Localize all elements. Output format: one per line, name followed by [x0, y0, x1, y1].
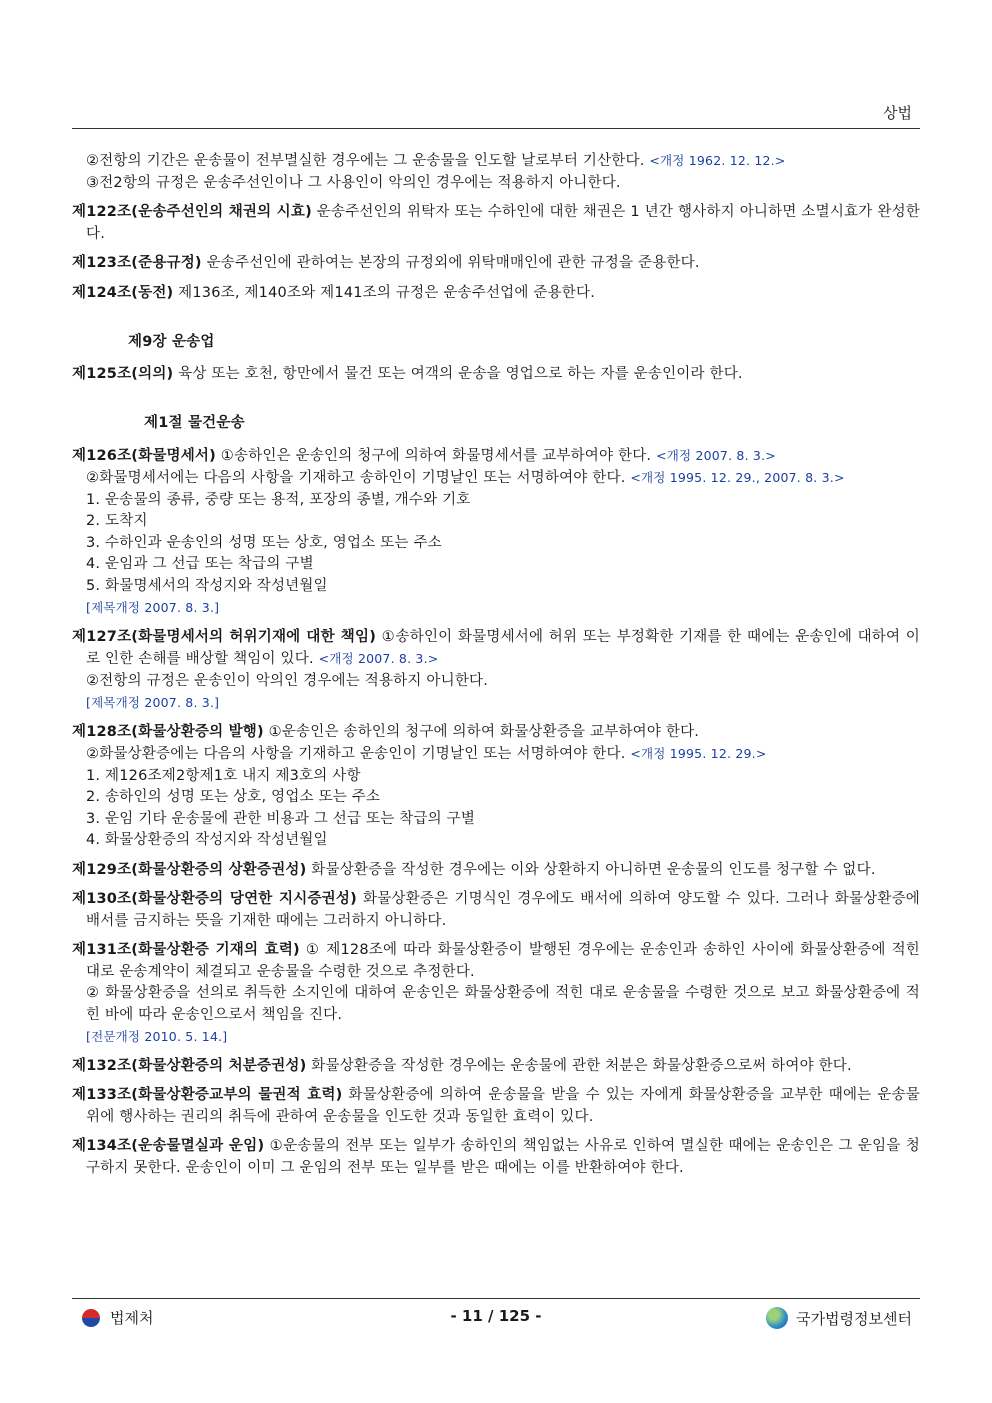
article-body: 화물상환증은 기명식인 경우에도 배서에 의하여 양도할 수 있다. 그러나 화물상환증에 배서를 금지하는 뜻을 기재한 때에는 그러하지 아니하다.: [86, 891, 920, 929]
list-item: 3. 수하인과 운송인의 성명 또는 상호, 영업소 또는 주소: [86, 534, 442, 551]
chapter-heading: 제9장 운송업: [128, 334, 215, 350]
article-127-paragraph-2: ②전항의 규정은 운송인이 악의인 경우에는 적용하지 아니한다.: [86, 672, 489, 689]
article-body: ①운송인은 송하인의 청구에 의하여 화물상환증을 교부하여야 한다.: [263, 723, 700, 740]
article-122: [72, 202, 920, 245]
article-127: [72, 627, 920, 671]
article-title: 제127조(화물명세서의 허위기재에 대한 책임): [72, 628, 377, 645]
article-title: 제123조(준용규정): [72, 255, 202, 271]
article-131-paragraph-2: ② 화물상환증을 선의로 취득한 소지인에 대하여 운송인은 화물상환증에 적힌 대로 운송물을 수령한 것으로 보고 화물상환증에 적힌 바에 따라 운송인으로서 책임을 진다.: [86, 985, 920, 1023]
article-125: [72, 364, 920, 386]
article-131: [72, 940, 920, 983]
section-heading: 제1절 물건운송: [144, 415, 245, 431]
article-134: [72, 1136, 920, 1179]
article-body: 육상 또는 호천, 항만에서 물건 또는 여객의 운송을 영업으로 하는 자를 운송인이라 한다.: [173, 365, 743, 382]
amendment-note: <개정 2007. 8. 3.>: [656, 447, 776, 463]
article-title: 제130조(화물상환증의 당연한 지시증권성): [72, 891, 357, 907]
article-body: ①송하인이 화물명세서에 허위 또는 부정확한 기재를 한 때에는 운송인에 대하여 이로 인한 손해를 배상할 책임이 있다.: [86, 628, 920, 667]
amendment-note: <개정 1962. 12. 12.>: [649, 153, 786, 168]
paragraph-text: ②화물상환증에는 다음의 사항을 기재하고 운송인이 기명날인 또는 서명하여야 한다.: [86, 746, 631, 762]
paragraph-text: ②전항의 기간은 운송물이 전부멸실한 경우에는 그 운송물을 인도할 날로부터 기산한다.: [86, 153, 650, 169]
article-132: [72, 1056, 920, 1078]
article-body: 화물상환증을 작성한 경우에는 이와 상환하지 아니하면 운송물의 인도를 청구할 수 없다.: [306, 861, 876, 878]
article-128-paragraph-2: [72, 743, 920, 766]
title-revision-note: [제목개정 2007. 8. 3.]: [86, 600, 220, 615]
list-item: 5. 화물명세서의 작성지와 작성년월일: [86, 577, 328, 594]
document-title: 상법: [883, 104, 912, 122]
article-title: 제124조(동전): [72, 284, 174, 301]
list-item: 1. 운송물의 종류, 중량 또는 용적, 포장의 종별, 개수와 기호: [86, 491, 471, 508]
article-title: 제125조(의의): [72, 365, 174, 382]
list-item: 3. 운임 기타 운송물에 관한 비용과 그 선급 또는 착급의 구별: [86, 810, 476, 827]
title-revision-note: [제목개정 2007. 8. 3.]: [86, 695, 220, 710]
article-title: 제132조(화물상환증의 처분증권성): [72, 1057, 307, 1074]
globe-logo-icon: [766, 1307, 788, 1329]
paragraph-3: [72, 173, 920, 195]
article-123: [72, 253, 920, 275]
article-body: ① 제128조에 따라 화물상환증이 발행된 경우에는 운송인과 송하인 사이에 화물상환증에 적힌 대로 운송계약이 체결되고 운송물을 수령한 것으로 추정한다.: [86, 942, 920, 980]
article-body: ①운송물의 전부 또는 일부가 송하인의 책임없는 사유로 인하여 멸실한 때에는 운송인은 그 운임을 청구하지 못한다. 운송인이 이미 그 운임의 전부 또는 일부를 받은 때에는 이를 반환하여야 한다.: [86, 1138, 921, 1176]
article-133: [72, 1085, 920, 1128]
page-footer: [72, 1298, 920, 1339]
article-title: 제126조(화물명세서): [72, 447, 216, 464]
list-item: 2. 송하인의 성명 또는 상호, 영업소 또는 주소: [86, 789, 381, 805]
article-body: 제136조, 제140조와 제141조의 규정은 운송주선업에 준용한다.: [173, 284, 596, 301]
full-revision-note: [전문개정 2010. 5. 14.]: [86, 1029, 228, 1044]
article-128: [72, 722, 920, 744]
document-body: [72, 150, 920, 1187]
page-number: - 11 / 125 -: [450, 1307, 542, 1325]
article-body: 화물상환증에 의하여 운송물을 받을 수 있는 자에게 화물상환증을 교부한 때에는 운송물 위에 행사하는 권리의 취득에 관하여 운송물을 인도한 것과 동일한 효력이 있다.: [86, 1087, 920, 1125]
paragraph-text: ②화물명세서에는 다음의 사항을 기재하고 송하인이 기명날인 또는 서명하여야 한다.: [86, 470, 631, 486]
article-129: [72, 860, 920, 882]
article-body: 운송주선인의 위탁자 또는 수하인에 대한 채권은 1 년간 행사하지 아니하면 소멸시효가 완성한다.: [86, 204, 920, 242]
article-126: [72, 445, 920, 468]
article-130: [72, 889, 920, 932]
list-item: 2. 도착지: [86, 513, 148, 529]
ministry-name: 법제처: [110, 1309, 154, 1327]
article-126-paragraph-2: [72, 467, 920, 490]
amendment-note: <개정 1995. 12. 29.>: [630, 746, 767, 761]
article-title: 제122조(운송주선인의 채권의 시효): [72, 204, 312, 220]
paragraph-2: [72, 150, 920, 173]
article-title: 제133조(화물상환증교부의 물권적 효력): [72, 1087, 343, 1103]
list-item: 4. 화물상환증의 작성지와 작성년월일: [86, 832, 328, 848]
list-item: 1. 제126조제2항제1호 내지 제3호의 사항: [86, 767, 361, 784]
article-title: 제134조(운송물멸실과 운임): [72, 1138, 265, 1154]
paragraph-text: ③전2항의 규정은 운송주선인이나 그 사용인이 악의인 경우에는 적용하지 아니한다.: [86, 174, 621, 191]
page-header: [72, 96, 920, 129]
article-title: 제131조(화물상환증 기재의 효력): [72, 942, 300, 958]
article-body: 운송주선인에 관하여는 본장의 규정외에 위탁매매인에 관한 규정을 준용한다.: [201, 255, 700, 271]
list-item: 4. 운임과 그 선급 또는 착급의 구별: [86, 556, 314, 572]
article-title: 제128조(화물상환증의 발행): [72, 723, 264, 740]
article-title: 제129조(화물상환증의 상환증권성): [72, 861, 307, 878]
amendment-note: <개정 2007. 8. 3.>: [318, 651, 439, 666]
article-body: ①송하인은 운송인의 청구에 의하여 화물명세서를 교부하여야 한다.: [215, 447, 657, 464]
article-124: [72, 283, 920, 305]
amendment-note: <개정 1995. 12. 29., 2007. 8. 3.>: [630, 470, 845, 485]
footer-right: [766, 1307, 912, 1329]
center-name: 국가법령정보센터: [796, 1309, 912, 1328]
article-body: 화물상환증을 작성한 경우에는 운송물에 관한 처분은 화물상환증으로써 하여야 한다.: [306, 1057, 852, 1074]
